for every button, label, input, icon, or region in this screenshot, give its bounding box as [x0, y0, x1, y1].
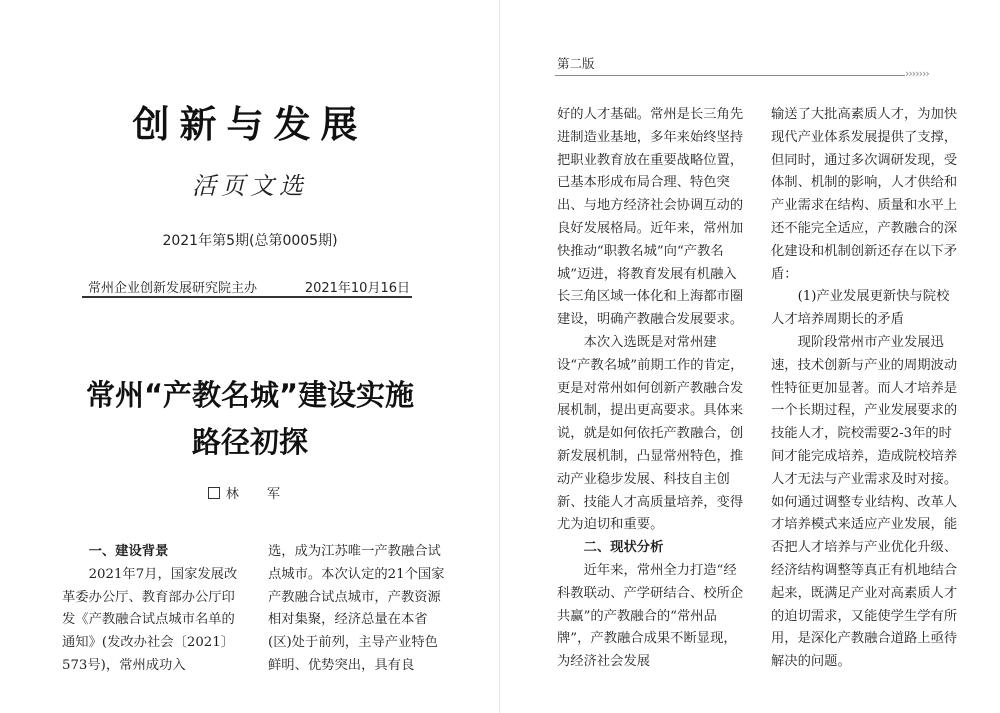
- paragraph: 选，成为江苏唯一产教融合试点城市。本次认定的21个国家产教融合试点城市，产教资源相对集聚，经济总量在本省(区)处于前列，主导产业特色鲜明、优势突出，具有良: [268, 544, 445, 673]
- subheading: (1)产业发展更新快与院校人才培养周期长的矛盾: [771, 289, 950, 328]
- issue-number: 2021年第5期(总第0005期): [162, 233, 338, 249]
- right-column-1: [557, 104, 745, 674]
- sponsor-text: 常州企业创新发展研究院主办: [88, 281, 258, 296]
- paragraph: 好的人才基础。常州是长三角先进制造业基地，多年来始终坚持把职业教育放在重要战略位置，已基本形成布局合理、特色突出、与地方经济社会协调互动的良好发展格局。近年来，常州加快推动“职教名城”向“产教名城”迈进，将教育发展有机融入长三角区域一体化和上海都市圈建设，明确产教融合发展要求。: [557, 107, 744, 328]
- paragraph: 现阶段常州市产业发展迅速，技术创新与产业的周期波动性特征更加显著。而人才培养是一个长期过程，产业发展要求的技能人才，院校需要2-3年的时间才能完成培养，造成院校培养人才无法与产业需求及时对接。如何通过调整专业结构、改革人才培养模式来适应产业发展，能否把人才培养与产业优化升级、经济结构调整等真正有机地结合起来，既满足产业对高素质人才的迫切需求，又能使学生学有所用，是深化产教融合道路上亟待解决的问题。: [771, 334, 958, 670]
- paragraph: 2021年7月，国家发展改革委办公厅、教育部办公厅印发《产教融合试点城市名单的通知》(发改办社会〔2021〕573号)，常州成功入: [62, 566, 238, 673]
- chevron-right-icon: ›››››››: [905, 67, 929, 80]
- left-column-1: [62, 541, 240, 678]
- section-heading-background: 一、建设背景: [88, 544, 169, 559]
- sponsor-divider: [82, 296, 412, 298]
- author-box-icon: [208, 487, 220, 499]
- section-label: 第二版: [557, 56, 595, 71]
- paragraph: 输送了大批高素质人才，为加快现代产业体系发展提供了支撑，但同时，通过多次调研发现，受体制、机制的影响，人才供给和产业需求在结构、质量和水平上还不能完全适应，产教融合的深化建设和机制创新还存在以下矛盾：: [771, 107, 958, 282]
- article-title: [0, 372, 500, 466]
- header-divider: [555, 75, 905, 76]
- author-name: 林 军: [225, 487, 293, 502]
- article-title-line2: 路径初探: [191, 425, 308, 459]
- paragraph: 本次入选既是对常州建设“产教名城”前期工作的肯定，更是对常州如何创新产教融合发展机制，提出更高要求。具体来说，就是如何依托产教融合，创新发展机制，凸显常州特色，推动产业稳步发展、科技自主创新、技能人才高质量培养，变得尤为迫切和重要。: [557, 334, 744, 533]
- publish-date: 2021年10月16日: [304, 281, 410, 296]
- section-heading-analysis: 二、现状分析: [583, 540, 664, 556]
- article-title-line1: 常州“产教名城”建设实施: [85, 378, 415, 412]
- sponsor-row: [82, 275, 412, 297]
- right-column-2: [771, 104, 961, 674]
- masthead-title: 创新与发展: [132, 102, 368, 146]
- paragraph: 近年来，常州全力打造“经科教联动、产学研结合、校所企共赢”的产教融合的“常州品牌”，产教融合成果不断显现，为经济社会发展: [557, 562, 744, 670]
- masthead-subtitle: 活页文选: [192, 172, 308, 200]
- author-byline: [0, 483, 500, 502]
- left-column-2: [268, 541, 449, 678]
